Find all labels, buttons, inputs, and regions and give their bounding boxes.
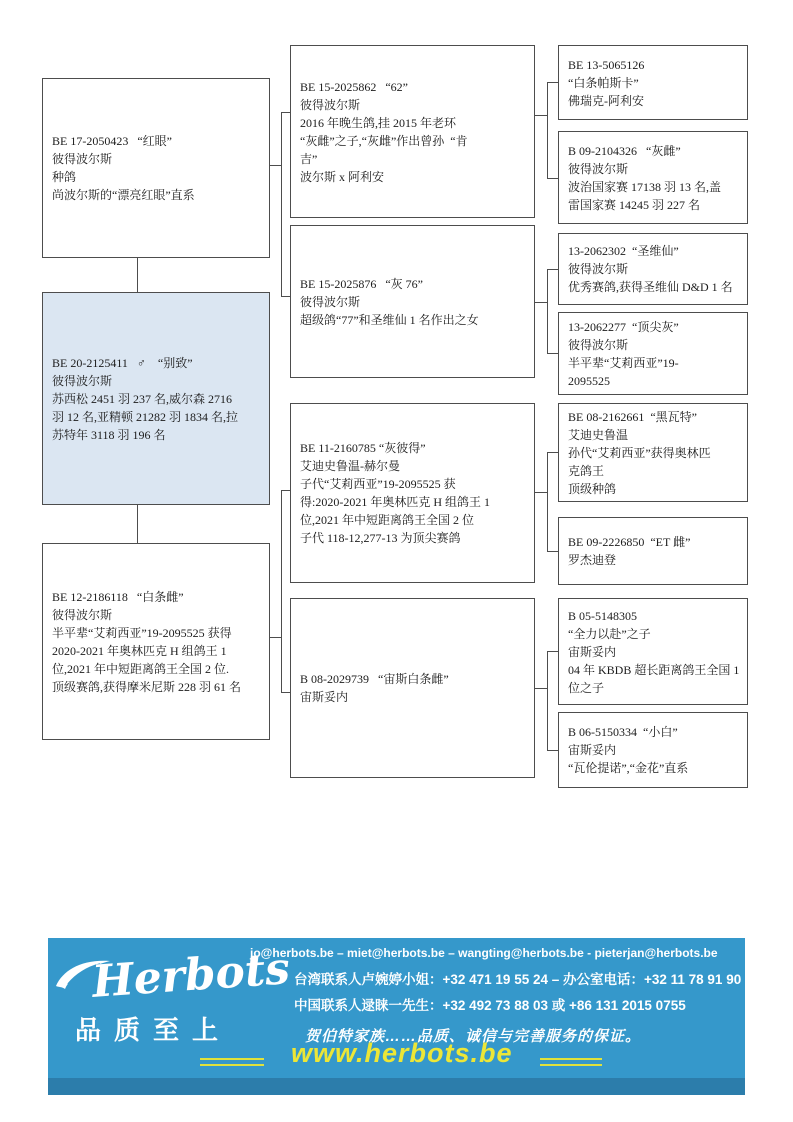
text-line: 彼得波尔斯 bbox=[568, 161, 629, 176]
connector-line bbox=[535, 688, 547, 689]
text-line: 位之子 bbox=[568, 680, 605, 695]
pedigree-box-dam bbox=[42, 543, 270, 740]
text-line: 超级鸽“77”和圣维仙 1 名作出之女 bbox=[300, 312, 479, 327]
text-line: 13-2062302 “圣维仙” bbox=[568, 244, 679, 258]
banner-bottom-strip bbox=[48, 1078, 745, 1095]
text-line: 宙斯妥内 bbox=[300, 690, 349, 704]
text-line: BE 08-2162661 “黑瓦特” bbox=[568, 409, 697, 424]
connector-line bbox=[270, 165, 281, 166]
text-line: 彼得波尔斯 bbox=[568, 262, 629, 276]
connector-line bbox=[281, 296, 290, 297]
connector-line bbox=[547, 651, 558, 652]
text-line: 吉” bbox=[300, 151, 318, 166]
text-line: 子代“艾莉西亚”19-2095525 获 bbox=[300, 477, 456, 491]
connector-line bbox=[535, 492, 547, 493]
text-line: 彼得波尔斯 bbox=[52, 607, 113, 622]
text-line: 罗杰迪登 bbox=[568, 553, 617, 567]
text-line: BE 11-2160785 “灰彼得” bbox=[300, 441, 426, 455]
pedigree-box-g3-5 bbox=[558, 403, 748, 502]
pedigree-box-sire-sire bbox=[290, 45, 535, 218]
text-line: 羽 12 名,亚精顿 21282 羽 1834 名,拉 bbox=[52, 409, 239, 424]
text-line: BE 09-2226850 “ET 雌” bbox=[568, 535, 691, 549]
connector-line bbox=[281, 112, 290, 113]
pedigree-box-sire bbox=[42, 78, 270, 258]
text-line: 宙斯妥内 bbox=[568, 644, 617, 659]
text-line: 2095525 bbox=[568, 373, 610, 388]
text-line: 子代 118-12,277-13 为顶尖赛鸽 bbox=[300, 531, 461, 545]
text-line: B 06-5150334 “小白” bbox=[568, 725, 678, 739]
connector-line bbox=[137, 505, 138, 543]
connector-line bbox=[547, 82, 558, 83]
text-line: 苏特年 3118 羽 196 名 bbox=[52, 427, 166, 442]
connector-line bbox=[535, 115, 547, 116]
pedigree-box-dam-dam bbox=[290, 598, 535, 778]
text-line: 顶级种鸽 bbox=[568, 481, 617, 496]
connector-line bbox=[137, 258, 138, 292]
connector-line bbox=[547, 452, 548, 551]
connector-line bbox=[547, 651, 548, 750]
connector-line bbox=[547, 452, 558, 453]
pedigree-box-subject bbox=[42, 292, 270, 505]
text-line: 2016 年晚生鸽,挂 2015 年老环 bbox=[300, 115, 457, 130]
connector-line bbox=[547, 269, 548, 353]
text-line: 艾迪史鲁温-赫尔曼 bbox=[300, 459, 400, 473]
pedigree-box-g3-1 bbox=[558, 45, 748, 120]
connector-line bbox=[281, 490, 290, 491]
logo-slogan-cn: 品质至上 bbox=[75, 1016, 232, 1045]
text-line: “全力以赴”之子 bbox=[568, 626, 651, 641]
pedigree-box-g3-2 bbox=[558, 131, 748, 224]
website-link[interactable]: www.herbots.be bbox=[291, 1038, 513, 1068]
text-line: 位,2021 年中短距离鸽王全国 2 位 bbox=[300, 513, 475, 527]
text-line: 04 年 KBDB 超长距离鸽王全国 1 bbox=[568, 662, 740, 677]
pedigree-box-sire-dam bbox=[290, 225, 535, 378]
text-line: “白条帕斯卡” bbox=[568, 75, 639, 90]
connector-line bbox=[281, 692, 290, 693]
text-line: 苏西松 2451 羽 237 名,威尔森 2716 bbox=[52, 391, 233, 406]
text-line: 2020-2021 年奥林匹克 H 组鸽王 1 bbox=[52, 643, 227, 658]
text-line: 雷国家赛 14245 羽 227 名 bbox=[568, 197, 701, 212]
text-line: BE 15-2025876 “灰 76” bbox=[300, 276, 423, 291]
text-line: 尚波尔斯的“漂亮红眼”直系 bbox=[52, 188, 195, 202]
text-line: 得:2020-2021 年奥林匹克 H 组鸽王 1 bbox=[300, 495, 490, 509]
connector-line bbox=[547, 353, 558, 354]
pedigree-box-g3-4 bbox=[558, 312, 748, 395]
pedigree-box-g3-8 bbox=[558, 712, 748, 788]
pedigree-box-dam-sire bbox=[290, 403, 535, 583]
text-line: “瓦伦提诺”,“金花”直系 bbox=[568, 761, 689, 775]
connector-line bbox=[547, 82, 548, 178]
contact-taiwan-line: 台湾联系人卢婉婷小姐：+32 471 19 55 24 – 办公室电话：+32 11 78 91 90 bbox=[294, 972, 742, 987]
contact-china-line: 中国联系人逯睐一先生：+32 492 73 88 03 或 +86 131 2015 0755 bbox=[294, 998, 686, 1013]
text-line: 顶级赛鸽,获得摩米尼斯 228 羽 61 名 bbox=[52, 679, 242, 694]
connector-line bbox=[547, 178, 558, 179]
text-line: BE 15-2025862 “62” bbox=[300, 79, 408, 94]
connector-line bbox=[547, 551, 558, 552]
text-line: 彼得波尔斯 bbox=[300, 294, 361, 309]
text-line: 彼得波尔斯 bbox=[300, 97, 361, 112]
connector-line bbox=[270, 637, 281, 638]
herbots-banner bbox=[48, 938, 745, 1095]
text-line: 艾迪史鲁温 bbox=[568, 427, 629, 442]
text-line: 13-2062277 “顶尖灰” bbox=[568, 319, 679, 334]
text-line: 宙斯妥内 bbox=[568, 743, 617, 757]
text-line: B 08-2029739 “宙斯白条雌” bbox=[300, 672, 449, 686]
connector-line bbox=[535, 302, 547, 303]
text-line: 彼得波尔斯 bbox=[568, 337, 629, 352]
logo-wordmark: Herbots bbox=[90, 943, 292, 1008]
connector-line bbox=[547, 269, 558, 270]
text-line: 半平辈“艾莉西亚”19-2095525 获得 bbox=[52, 625, 232, 640]
pedigree-box-g3-3 bbox=[558, 233, 748, 305]
pedigree-box-g3-6 bbox=[558, 517, 748, 585]
text-line: BE 12-2186118 “白条雌” bbox=[52, 589, 184, 604]
text-line: BE 17-2050423 “红眼” bbox=[52, 134, 172, 148]
text-line: B 05-5148305 bbox=[568, 608, 637, 623]
herbots-logo bbox=[58, 943, 292, 1010]
connector-line bbox=[547, 750, 558, 751]
family-slogan: 贺伯特家族……品质、诚信与完善服务的保证。 bbox=[305, 1028, 642, 1045]
text-line: 波治国家赛 17138 羽 13 名,盖 bbox=[568, 179, 722, 194]
connector-line bbox=[281, 490, 282, 692]
text-line: 克鸽王 bbox=[568, 463, 605, 478]
text-line: B 09-2104326 “灰雌” bbox=[568, 143, 681, 158]
contact-email-line[interactable]: jo@herbots.be – miet@herbots.be – wangting@herbots.be - pieterjan@herbots.be bbox=[250, 946, 718, 960]
connector-line bbox=[281, 112, 282, 296]
text-line: 位,2021 年中短距离鸽王全国 2 位. bbox=[52, 661, 230, 676]
text-line: BE 13-5065126 bbox=[568, 57, 645, 72]
text-line: BE 20-2125411 ♂ “别致” bbox=[52, 355, 193, 370]
pedigree-box-g3-7 bbox=[558, 598, 748, 705]
text-line: 半平辈“艾莉西亚”19- bbox=[568, 355, 679, 370]
text-line: 佛瑞克-阿利安 bbox=[568, 93, 644, 108]
text-line: “灰雌”之子,“灰雌”作出曾孙 “肯 bbox=[300, 133, 468, 148]
text-line: 优秀赛鸽,获得圣维仙 D&D 1 名 bbox=[568, 280, 733, 294]
decorative-rule-left bbox=[200, 1058, 264, 1066]
text-line: 孙代“艾莉西亚”获得奥林匹 bbox=[568, 445, 711, 460]
text-line: 彼得波尔斯 bbox=[52, 152, 113, 166]
decorative-rule-right bbox=[540, 1058, 602, 1066]
text-line: 彼得波尔斯 bbox=[52, 373, 113, 388]
text-line: 种鸽 bbox=[52, 170, 77, 184]
text-line: 波尔斯 x 阿利安 bbox=[300, 169, 385, 184]
